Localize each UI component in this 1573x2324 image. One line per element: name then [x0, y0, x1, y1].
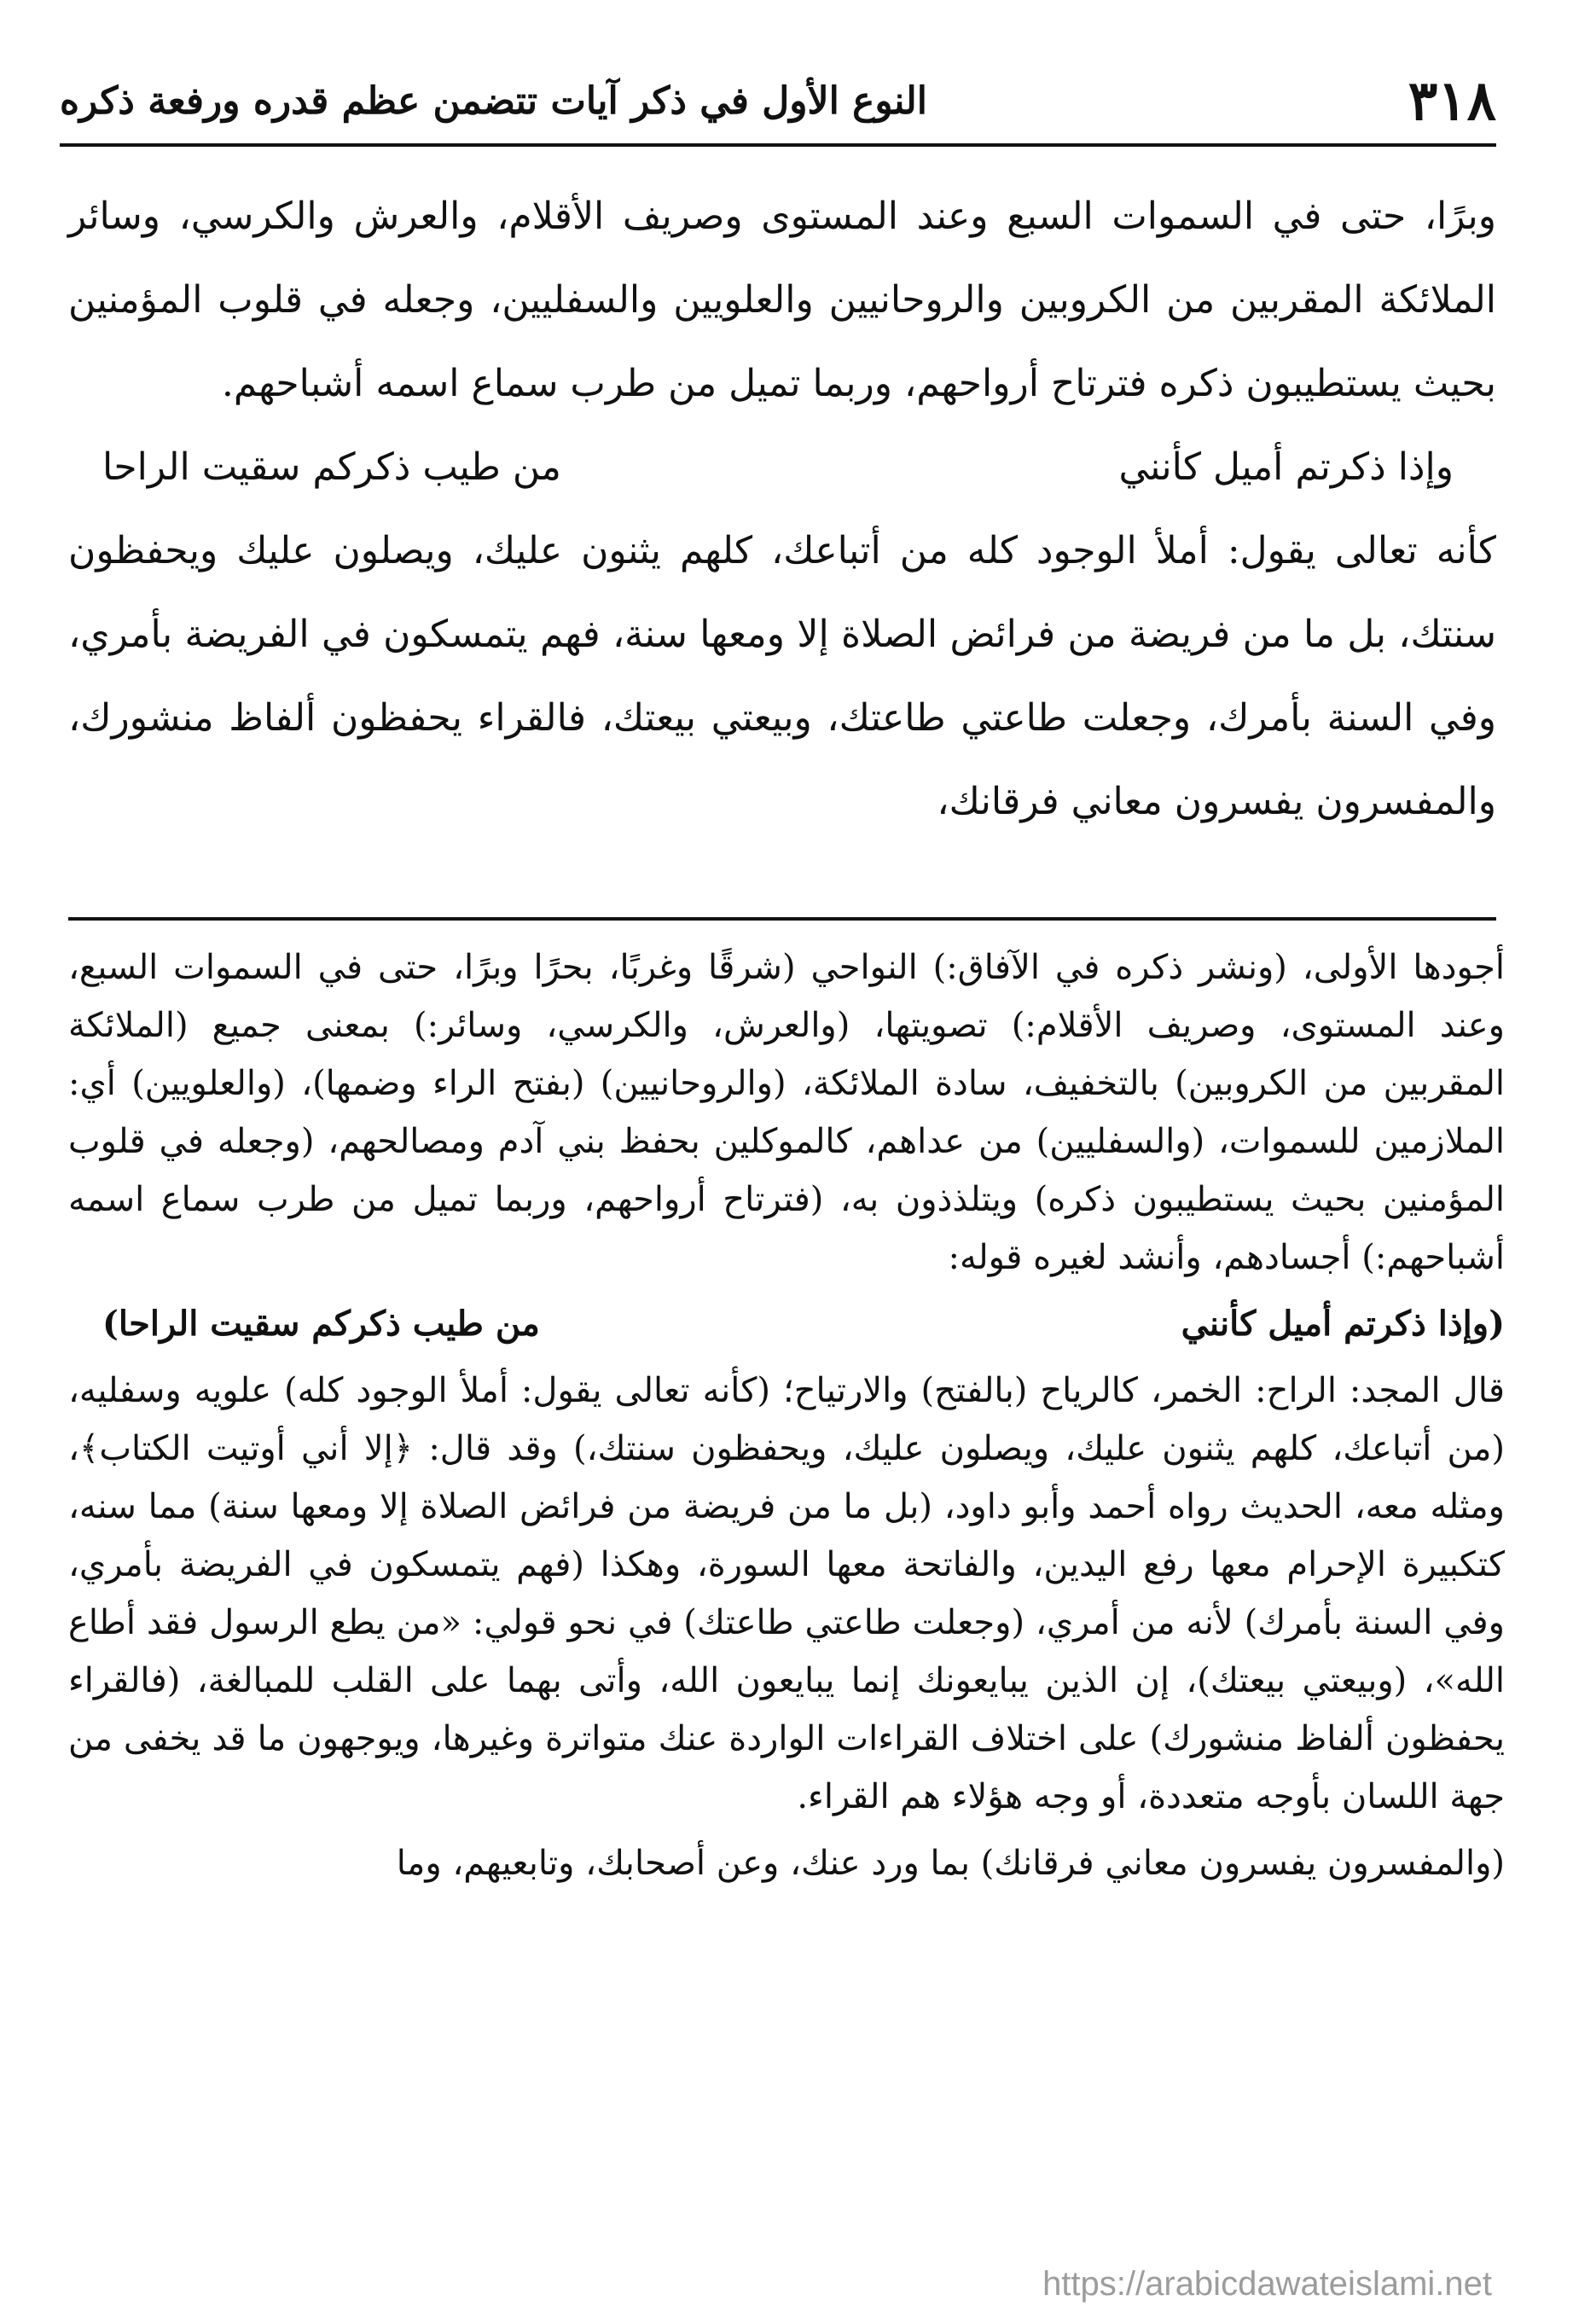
main-verse	[102, 426, 1454, 509]
running-title: النوع الأول في ذكر آيات تتضمن عظم قدره ورفعة ذكره	[60, 78, 928, 123]
main-text	[68, 175, 1496, 844]
commentary-paragraph-2: قال المجد: الراح: الخمر، كالرياح (بالفتح) والارتياح؛ (كأنه تعالى يقول: أملأ الوجود كله) علويه وسفليه، (من أتباعك، كلهم يثنون عليك، ويصلون عليك، ويحفظون سنتك،) وقد قال: ﴿إلا أني أوتيت الكتاب﴾، ومثله معه، الحديث رواه أحمد وأبو داود، (بل ما من فريضة من فرائض الصلاة إلا ومعها سنة) مما سنه، كتكبيرة الإحرام معها رفع اليدين، والفاتحة معها السورة، وهكذا (فهم يتمسكون في الفريضة بأمري، وفي السنة بأمرك) لأنه من أمري، (وجعلت طاعتي طاعتك) في نحو قولي: «من يطع الرسول فقد أطاع الله»، (وبيعتي بيعتك)، إن الذين يبايعونك إنما يبايعون الله، وأتى بهما على القلب للمبالغة، (فالقراء يحفظون ألفاظ منشورك) على اختلاف القراءات الواردة عنك متواترة وغيرها، ويوجهون ما قد يخفى من جهة اللسان بأوجه متعددة، أو وجه هؤلاء هم القراء.	[68, 1371, 1506, 1816]
page-header	[60, 67, 1496, 135]
commentary-verse	[102, 1295, 1505, 1353]
commentary-text	[68, 938, 1505, 1892]
watermark-url: https://arabicdawateislami.net	[1042, 2265, 1492, 2303]
commentary-verse-second-half: من طيب ذكركم سقيت الراحا)	[102, 1304, 540, 1344]
footnote-rule	[68, 917, 1496, 921]
verse-second-half: من طيب ذكركم سقيت الراحا	[102, 445, 561, 489]
verse-first-half: وإذا ذكرتم أميل كأنني	[1118, 445, 1454, 489]
main-paragraph-1: وبرًا، حتى في السموات السبع وعند المستوى وصريف الأقلام، والعرش والكرسي، وسائر الملائكة المقربين من الكروبين والروحانيين والعلويين والسفليين، وجعله في قلوب المؤمنين بحيث يستطيبون ذكره فترتاح أرواحهم، وربما تميل من طرب سماع اسمه أشباحهم.	[68, 195, 1496, 405]
commentary-paragraph-1: أجودها الأولى، (ونشر ذكره في الآفاق:) النواحي (شرقًا وغربًا، بحرًا وبرًا، حتى في السموات السبع، وعند المستوى، وصريف الأقلام:) تصويتها، (والعرش، والكرسي، وسائر:) بمعنى جميع (الملائكة المقربين من الكروبين) بالتخفيف، سادة الملائكة، (والروحانيين) (بفتح الراء وضمها)، (والعلويين) أي: الملازمين للسموات، (والسفليين) من عداهم، كالموكلين بحفظ بني آدم ومصالحهم، (وجعله في قلوب المؤمنين بحيث يستطيبون ذكره) ويتلذذون به، (فترتاح أرواحهم، وربما تميل من طرب سماع اسمه أشباحهم:) أجسادهم، وأنشد لغيره قوله:	[68, 948, 1505, 1277]
header-rule	[60, 143, 1496, 147]
commentary-verse-first-half: (وإذا ذكرتم أميل كأنني	[1181, 1304, 1505, 1344]
main-paragraph-2: كأنه تعالى يقول: أملأ الوجود كله من أتباعك، كلهم يثنون عليك، ويصلون عليك ويحفظون سنتك، بل ما من فريضة من فرائض الصلاة إلا ومعها سنة، فهم يتمسكون في الفريضة بأمري، وفي السنة بأمرك، وجعلت طاعتي طاعتك، وبيعتي بيعتك، فالقراء يحفظون ألفاظ منشورك، والمفسرون يفسرون معاني فرقانك،	[68, 529, 1496, 823]
commentary-paragraph-3: (والمفسرون يفسرون معاني فرقانك) بما ورد عنك، وعن أصحابك، وتابعيهم، وما	[396, 1844, 1505, 1883]
page-number: ٣١٨	[1408, 68, 1496, 133]
